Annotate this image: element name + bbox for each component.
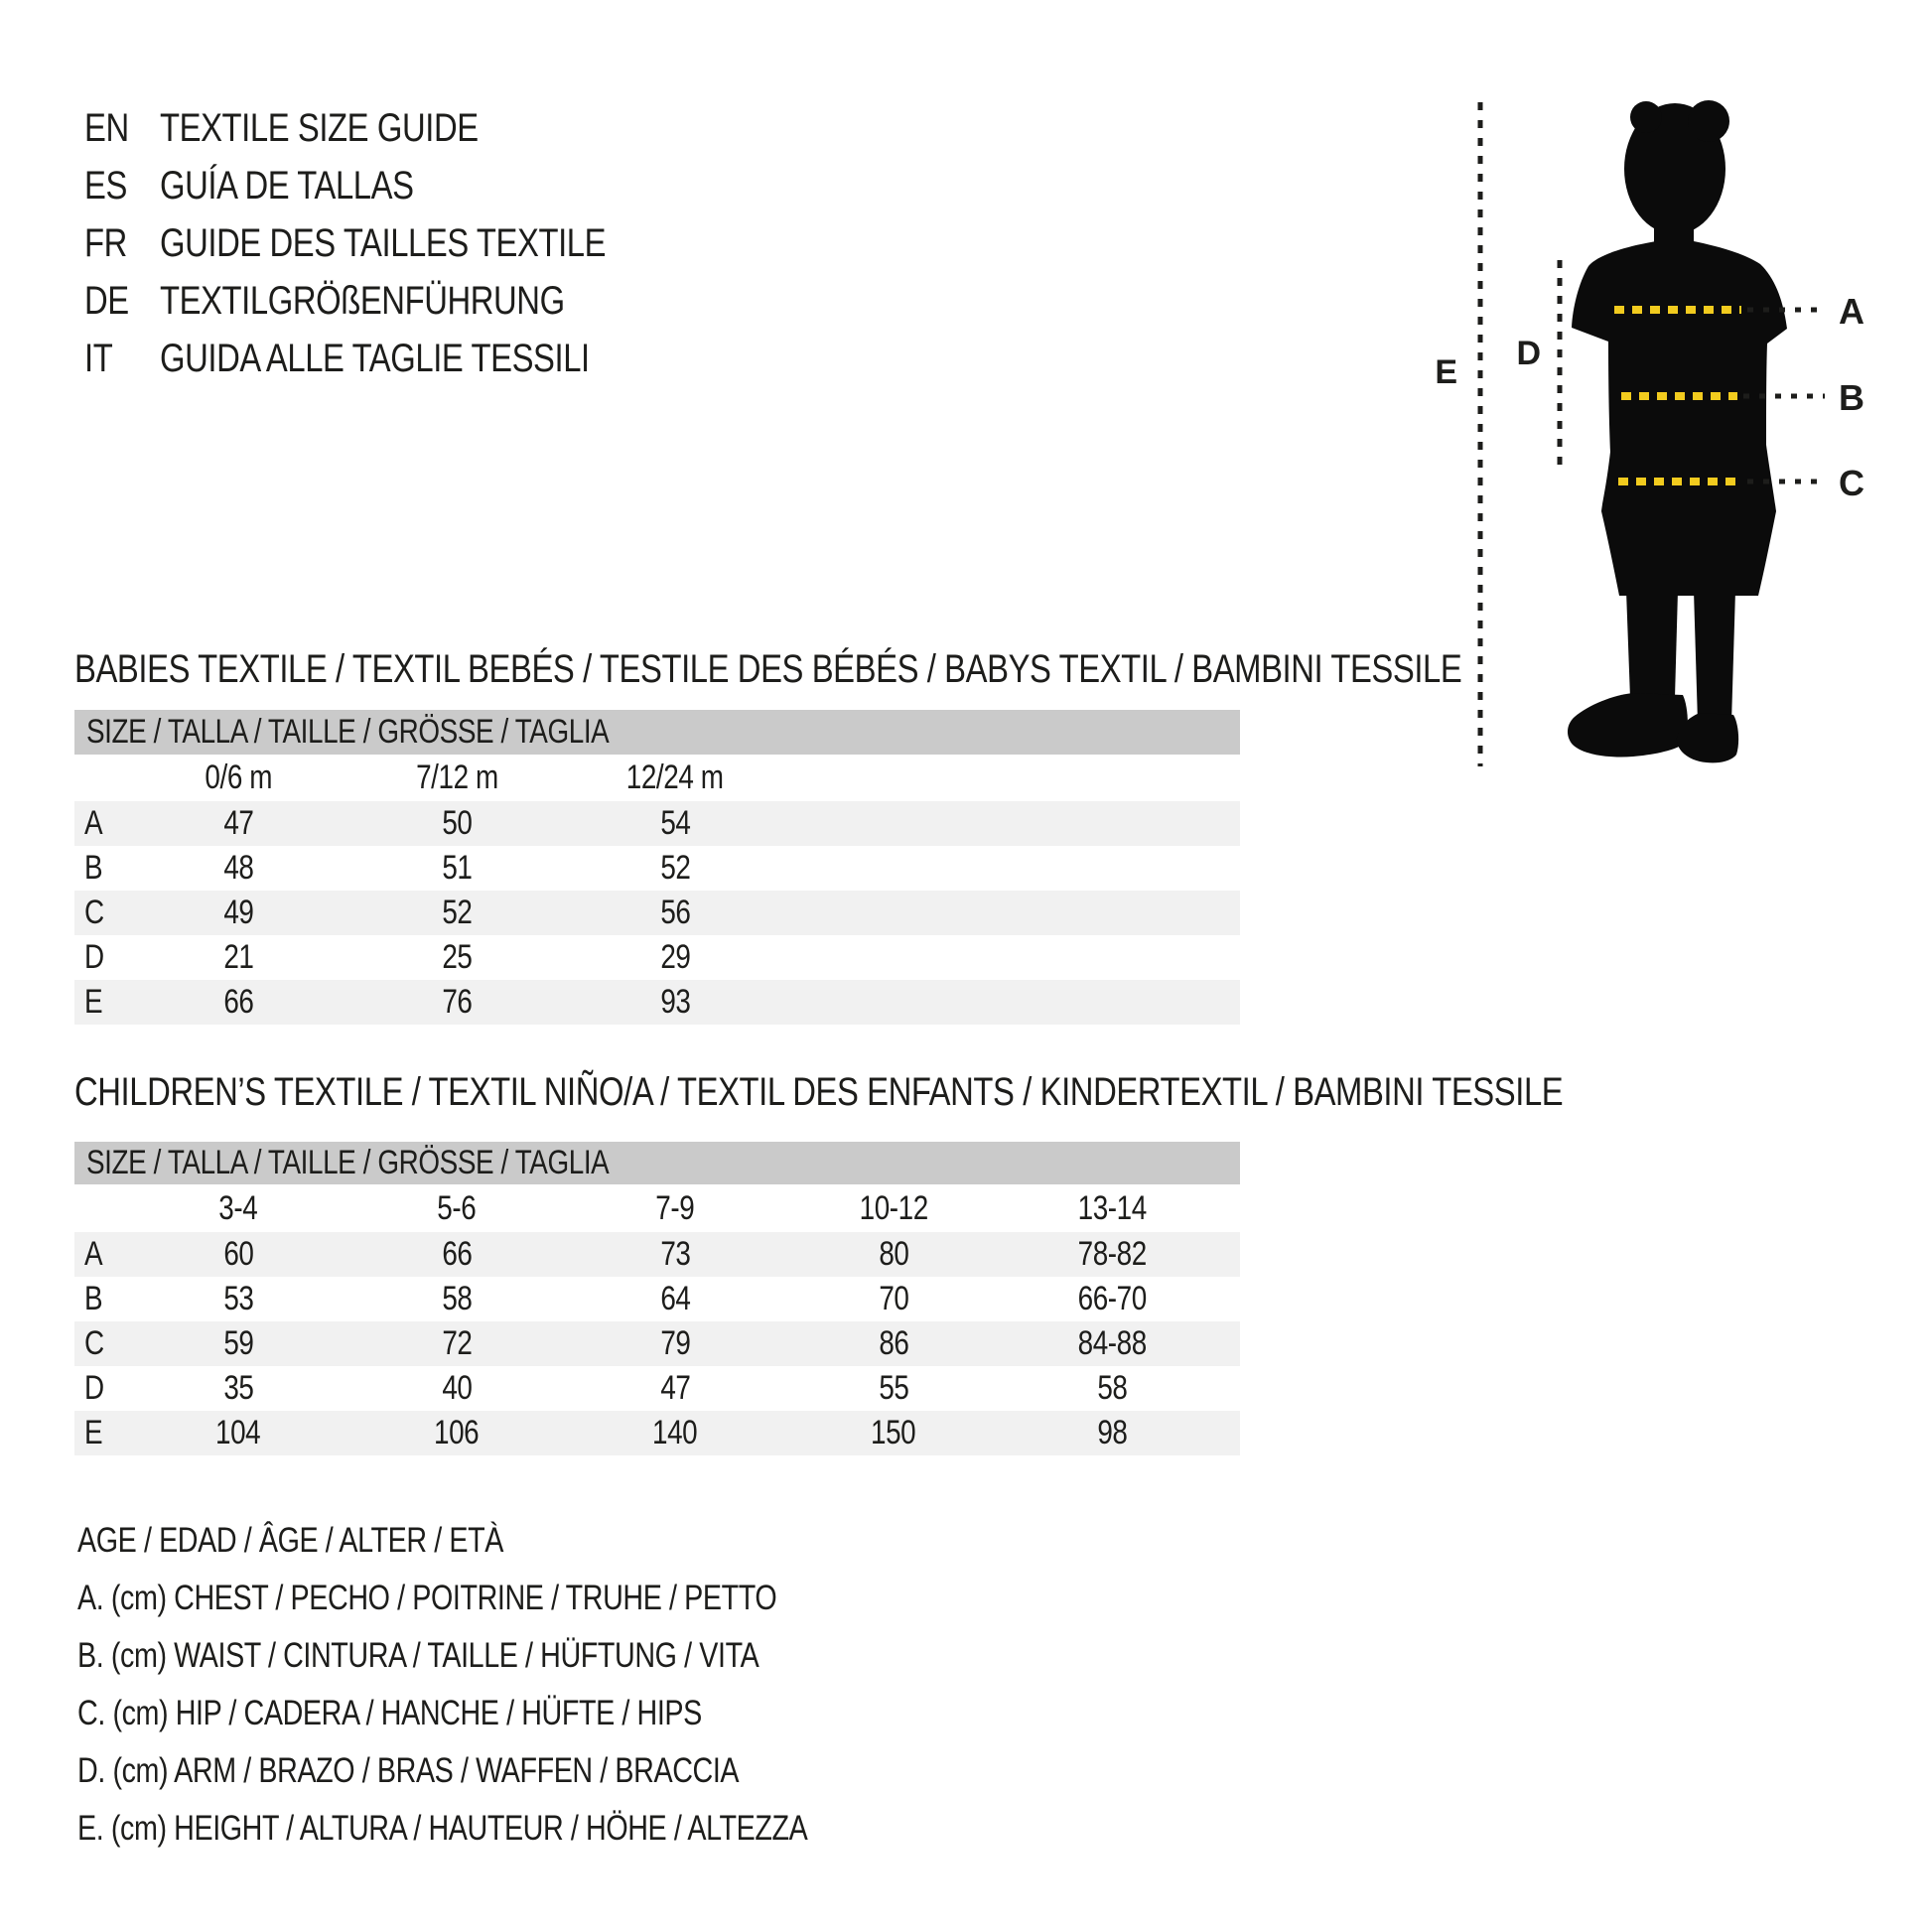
language-title: GUIDE DES TAILLES TEXTILE — [160, 220, 607, 265]
table-cell: 47 — [659, 1369, 691, 1407]
table-cell: 25 — [441, 938, 473, 976]
height-label: E — [1435, 353, 1457, 391]
column-header: 5-6 — [437, 1188, 477, 1227]
babies-size-header-bar — [74, 710, 1240, 755]
row-label: E — [84, 983, 103, 1021]
children-column-header-row — [74, 1184, 1240, 1232]
children-size-header-bar — [74, 1142, 1240, 1184]
table-cell: 51 — [441, 849, 473, 887]
column-header: 7/12 m — [415, 759, 498, 796]
table-cell: 66 — [222, 983, 254, 1021]
language-row-es — [84, 157, 704, 214]
row-label: A — [84, 804, 103, 842]
size-header-text: SIZE / TALLA / TAILLE / GRÖSSE / TAGLIA — [86, 1144, 610, 1181]
table-cell: 70 — [878, 1280, 909, 1317]
row-label: D — [84, 938, 104, 976]
waist-label: B — [1839, 377, 1864, 418]
table-row — [74, 846, 1240, 891]
table-cell: 104 — [215, 1414, 261, 1451]
column-header: 7-9 — [655, 1188, 695, 1227]
language-code: IT — [84, 336, 113, 380]
table-cell: 59 — [222, 1324, 254, 1362]
table-row — [74, 1321, 1240, 1366]
column-header: 12/24 m — [626, 759, 724, 796]
babies-column-header-row — [74, 755, 1240, 801]
table-cell: 48 — [222, 849, 254, 887]
legend-line-height: E. (cm) HEIGHT / ALTURA / HAUTEUR / HÖHE / ALTEZZA — [77, 1809, 808, 1848]
language-title: TEXTILE SIZE GUIDE — [160, 105, 479, 150]
language-title: GUIDA ALLE TAGLIE TESSILI — [160, 336, 590, 380]
row-label: E — [84, 1414, 103, 1451]
children-section-title — [74, 1070, 1889, 1114]
row-label: C — [84, 1324, 104, 1362]
table-row — [74, 980, 1240, 1025]
babies-section-title-text: BABIES TEXTILE / TEXTIL BEBÉS / TESTILE DES BÉBÉS / BABYS TEXTIL / BAMBINI TESSILE — [74, 647, 1462, 691]
table-row — [74, 1277, 1240, 1321]
language-code: EN — [84, 105, 129, 150]
table-cell: 55 — [878, 1369, 909, 1407]
column-header: 13-14 — [1077, 1188, 1147, 1227]
table-cell: 54 — [659, 804, 691, 842]
table-row — [74, 891, 1240, 935]
legend-line-arm: D. (cm) ARM / BRAZO / BRAS / WAFFEN / BRACCIA — [77, 1751, 740, 1790]
table-cell: 52 — [659, 849, 691, 887]
language-row-fr — [84, 214, 704, 272]
table-row — [74, 1411, 1240, 1455]
babies-size-table — [74, 710, 1240, 1025]
size-header-text: SIZE / TALLA / TAILLE / GRÖSSE / TAGLIA — [86, 713, 610, 751]
row-label: C — [84, 894, 104, 931]
language-code: DE — [84, 278, 129, 323]
table-row — [74, 1232, 1240, 1277]
row-label: A — [84, 1235, 103, 1273]
table-row — [74, 935, 1240, 980]
table-cell: 52 — [441, 894, 473, 931]
table-cell: 56 — [659, 894, 691, 931]
language-row-en — [84, 99, 704, 157]
measurement-legend — [77, 1512, 968, 1858]
language-code: FR — [84, 220, 127, 265]
table-cell: 93 — [659, 983, 691, 1021]
hip-label: C — [1839, 463, 1864, 503]
table-cell: 98 — [1096, 1414, 1128, 1451]
language-title: GUÍA DE TALLAS — [160, 163, 414, 207]
table-cell: 60 — [222, 1235, 254, 1273]
table-cell: 72 — [441, 1324, 473, 1362]
table-cell: 35 — [222, 1369, 254, 1407]
row-label: B — [84, 849, 103, 887]
language-code: ES — [84, 163, 127, 207]
legend-line-chest: A. (cm) CHEST / PECHO / POITRINE / TRUHE / PETTO — [77, 1579, 777, 1617]
table-cell: 80 — [878, 1235, 909, 1273]
row-label: B — [84, 1280, 103, 1317]
table-cell: 49 — [222, 894, 254, 931]
table-cell: 66 — [441, 1235, 473, 1273]
table-cell: 106 — [434, 1414, 480, 1451]
language-row-de — [84, 272, 704, 330]
children-section-title-text: CHILDREN’S TEXTILE / TEXTIL NIÑO/A / TEXTIL DES ENFANTS / KINDERTEXTIL / BAMBINI TESSILE — [74, 1070, 1564, 1114]
table-cell: 40 — [441, 1369, 473, 1407]
table-cell: 84-88 — [1077, 1324, 1147, 1362]
column-header: 3-4 — [218, 1188, 258, 1227]
table-cell: 47 — [222, 804, 254, 842]
table-cell: 86 — [878, 1324, 909, 1362]
children-size-table — [74, 1142, 1240, 1455]
table-cell: 79 — [659, 1324, 691, 1362]
legend-line-age: AGE / EDAD / ÂGE / ALTER / ETÀ — [77, 1521, 503, 1560]
table-cell: 66-70 — [1077, 1280, 1147, 1317]
babies-section-title — [74, 647, 1766, 691]
table-cell: 76 — [441, 983, 473, 1021]
table-cell: 58 — [1096, 1369, 1128, 1407]
table-cell: 64 — [659, 1280, 691, 1317]
table-cell: 78-82 — [1077, 1235, 1147, 1273]
language-title: TEXTILGRÖßENFÜHRUNG — [160, 278, 565, 323]
table-cell: 53 — [222, 1280, 254, 1317]
table-cell: 73 — [659, 1235, 691, 1273]
table-row — [74, 1366, 1240, 1411]
table-cell: 140 — [652, 1414, 698, 1451]
table-cell: 21 — [222, 938, 254, 976]
table-cell: 29 — [659, 938, 691, 976]
language-header — [84, 99, 704, 387]
table-cell: 50 — [441, 804, 473, 842]
column-header: 10-12 — [859, 1188, 928, 1227]
table-cell: 150 — [871, 1414, 916, 1451]
legend-line-hip: C. (cm) HIP / CADERA / HANCHE / HÜFTE / HIPS — [77, 1694, 702, 1732]
arm-label: D — [1516, 335, 1541, 372]
chest-label: A — [1839, 291, 1864, 332]
row-label: D — [84, 1369, 104, 1407]
table-cell: 58 — [441, 1280, 473, 1317]
language-row-it — [84, 330, 704, 387]
column-header: 0/6 m — [205, 759, 272, 796]
legend-line-waist: B. (cm) WAIST / CINTURA / TAILLE / HÜFTUNG / VITA — [77, 1636, 759, 1675]
table-row — [74, 801, 1240, 846]
